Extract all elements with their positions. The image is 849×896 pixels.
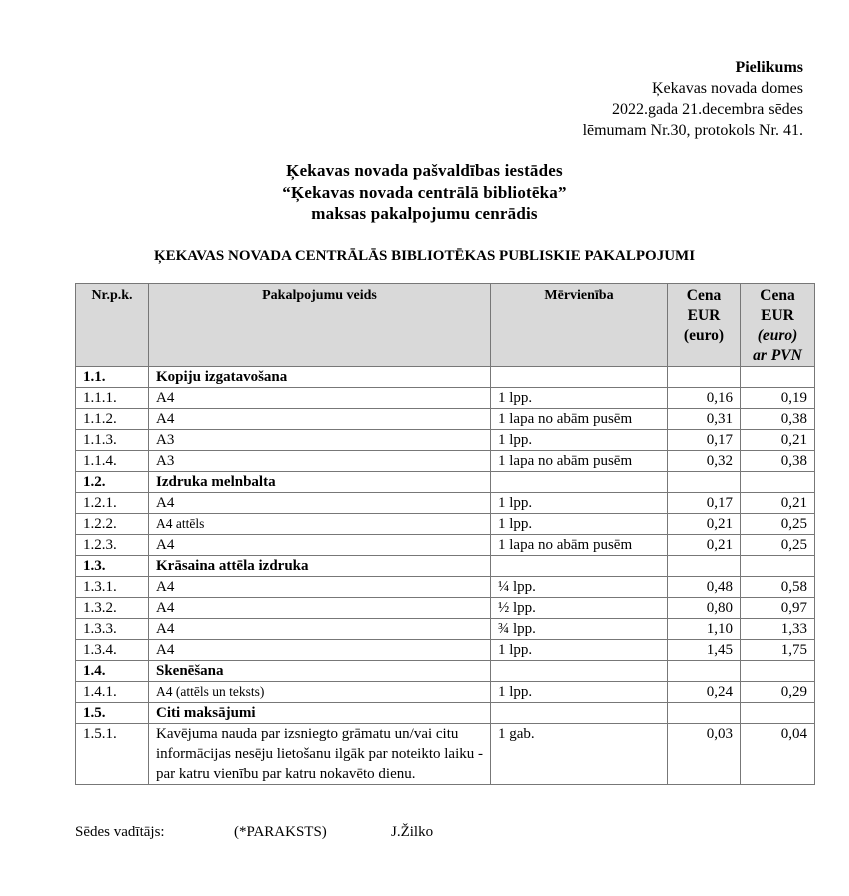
header-pvn-line: Cena (760, 287, 795, 304)
cell-price: 0,17 (668, 493, 741, 514)
header-nr: Nr.p.k. (76, 284, 149, 367)
cell-service: A4 (attēls un teksts) (149, 682, 491, 703)
annex-label: Pielikums (735, 59, 803, 76)
cell-price (668, 367, 741, 388)
cell-price (668, 556, 741, 577)
annex-block (583, 57, 803, 141)
header-service: Pakalpojumu veids (149, 284, 491, 367)
cell-price-vat: 1,75 (741, 640, 815, 661)
cell-nr: 1.3.2. (76, 598, 149, 619)
cell-price-vat (741, 367, 815, 388)
cell-service: Skenēšana (149, 661, 491, 682)
table-row (76, 514, 815, 535)
cell-price (668, 703, 741, 724)
cell-nr: 1.1.3. (76, 430, 149, 451)
cell-price-vat (741, 556, 815, 577)
cell-service: Citi maksājumi (149, 703, 491, 724)
table-row (76, 682, 815, 703)
cell-unit (491, 703, 668, 724)
annex-line: Ķekavas novada domes (651, 80, 803, 97)
cell-nr: 1.4. (76, 661, 149, 682)
cell-nr: 1.2. (76, 472, 149, 493)
header-price (668, 284, 741, 367)
cell-price-vat: 1,33 (741, 619, 815, 640)
annex-line: 2022.gada 21.decembra sēdes (611, 101, 803, 118)
cell-unit (491, 556, 668, 577)
cell-nr: 1.3.1. (76, 577, 149, 598)
table-row (76, 409, 815, 430)
table-row (76, 388, 815, 409)
cell-service: A4 (149, 409, 491, 430)
cell-unit: 1 lapa no abām pusēm (491, 451, 668, 472)
cell-price-vat: 0,04 (741, 724, 815, 785)
table-row (76, 430, 815, 451)
cell-nr: 1.1.1. (76, 388, 149, 409)
cell-unit: 1 gab. (491, 724, 668, 785)
header-price-vat (741, 284, 815, 367)
cell-unit: ¾ lpp. (491, 619, 668, 640)
cell-price (668, 661, 741, 682)
cell-unit (491, 367, 668, 388)
chair-label: Sēdes vadītājs: (75, 824, 165, 840)
annex-line: lēmumam Nr.30, protokols Nr. 41. (582, 122, 803, 139)
header-unit: Mērvienība (491, 284, 668, 367)
cell-price-vat: 0,38 (741, 409, 815, 430)
cell-unit: 1 lapa no abām pusēm (491, 409, 668, 430)
cell-price-vat: 0,25 (741, 535, 815, 556)
title-line: “Ķekavas novada centrālā bibliotēka” (282, 182, 567, 202)
table-subtitle: ĶEKAVAS NOVADA CENTRĀLĀS BIBLIOTĒKAS PUBLISKIE PAKALPOJUMI (153, 248, 696, 264)
cell-nr: 1.2.2. (76, 514, 149, 535)
header-price-line: Cena (686, 287, 722, 304)
cell-unit (491, 661, 668, 682)
cell-nr: 1.1.2. (76, 409, 149, 430)
table-row (76, 535, 815, 556)
section-row (76, 472, 815, 493)
cell-price: 0,21 (668, 535, 741, 556)
cell-service: A4 attēls (149, 514, 491, 535)
table-header-row (76, 284, 815, 367)
cell-unit: ¼ lpp. (491, 577, 668, 598)
cell-price-vat (741, 703, 815, 724)
cell-unit: 1 lpp. (491, 514, 668, 535)
cell-unit: 1 lapa no abām pusēm (491, 535, 668, 556)
cell-service: Kopiju izgatavošana (149, 367, 491, 388)
cell-price-vat (741, 472, 815, 493)
title-line: Ķekavas novada pašvaldības iestādes (286, 161, 563, 180)
cell-service: A4 (149, 598, 491, 619)
cell-price: 1,45 (668, 640, 741, 661)
cell-price-vat: 0,29 (741, 682, 815, 703)
cell-service: A4 (149, 577, 491, 598)
cell-price: 0,21 (668, 514, 741, 535)
title-line: maksas pakalpojumu cenrādis (311, 204, 538, 223)
cell-price (668, 472, 741, 493)
cell-nr: 1.3.4. (76, 640, 149, 661)
cell-price: 0,48 (668, 577, 741, 598)
section-row (76, 661, 815, 682)
cell-service: A4 (149, 388, 491, 409)
cell-nr: 1.3. (76, 556, 149, 577)
cell-price: 0,24 (668, 682, 741, 703)
section-row (76, 703, 815, 724)
cell-price-vat: 0,38 (741, 451, 815, 472)
table-row (76, 619, 815, 640)
cell-service: A4 (149, 535, 491, 556)
price-table (75, 283, 815, 785)
cell-service: Izdruka melnbalta (149, 472, 491, 493)
header-pvn-line: EUR (761, 307, 794, 324)
cell-price: 0,16 (668, 388, 741, 409)
section-row (76, 556, 815, 577)
cell-price-vat: 0,21 (741, 430, 815, 451)
cell-nr: 1.2.1. (76, 493, 149, 514)
cell-price-vat (741, 661, 815, 682)
cell-service: A4 (149, 493, 491, 514)
cell-price: 0,31 (668, 409, 741, 430)
signature-placeholder: (*PARAKSTS) (234, 824, 327, 840)
header-price-line: (euro) (683, 327, 725, 344)
cell-price: 0,80 (668, 598, 741, 619)
cell-unit: ½ lpp. (491, 598, 668, 619)
cell-service: Kavējuma nauda par izsniegto grāmatu un/vai citu informācijas nesēju lietošanu ilgāk par noteikto laiku - par katru vienību par katru nokavēto dienu. (149, 724, 491, 785)
document-title (0, 160, 849, 225)
cell-price: 1,10 (668, 619, 741, 640)
cell-unit: 1 lpp. (491, 682, 668, 703)
table-row (76, 724, 815, 785)
header-pvn-line: ar PVN (753, 347, 802, 364)
section-row (76, 367, 815, 388)
cell-unit (491, 472, 668, 493)
chair-name: J.Žilko (391, 824, 434, 840)
cell-nr: 1.4.1. (76, 682, 149, 703)
cell-price-vat: 0,19 (741, 388, 815, 409)
table-row (76, 598, 815, 619)
cell-nr: 1.5.1. (76, 724, 149, 785)
table-row (76, 493, 815, 514)
cell-unit: 1 lpp. (491, 388, 668, 409)
cell-service: A3 (149, 451, 491, 472)
header-price-line: EUR (687, 307, 721, 324)
cell-service: Krāsaina attēla izdruka (149, 556, 491, 577)
cell-nr: 1.1. (76, 367, 149, 388)
table-row (76, 577, 815, 598)
cell-service: A4 (149, 619, 491, 640)
cell-price-vat: 0,25 (741, 514, 815, 535)
cell-unit: 1 lpp. (491, 493, 668, 514)
cell-price: 0,17 (668, 430, 741, 451)
cell-price-vat: 0,97 (741, 598, 815, 619)
cell-nr: 1.3.3. (76, 619, 149, 640)
cell-price-vat: 0,21 (741, 493, 815, 514)
cell-nr: 1.5. (76, 703, 149, 724)
header-pvn-line: (euro) (757, 327, 798, 344)
table-row (76, 640, 815, 661)
cell-price: 0,32 (668, 451, 741, 472)
cell-nr: 1.1.4. (76, 451, 149, 472)
table-row (76, 451, 815, 472)
cell-unit: 1 lpp. (491, 430, 668, 451)
cell-price-vat: 0,58 (741, 577, 815, 598)
cell-service: A3 (149, 430, 491, 451)
cell-nr: 1.2.3. (76, 535, 149, 556)
cell-unit: 1 lpp. (491, 640, 668, 661)
cell-price: 0,03 (668, 724, 741, 785)
cell-service: A4 (149, 640, 491, 661)
